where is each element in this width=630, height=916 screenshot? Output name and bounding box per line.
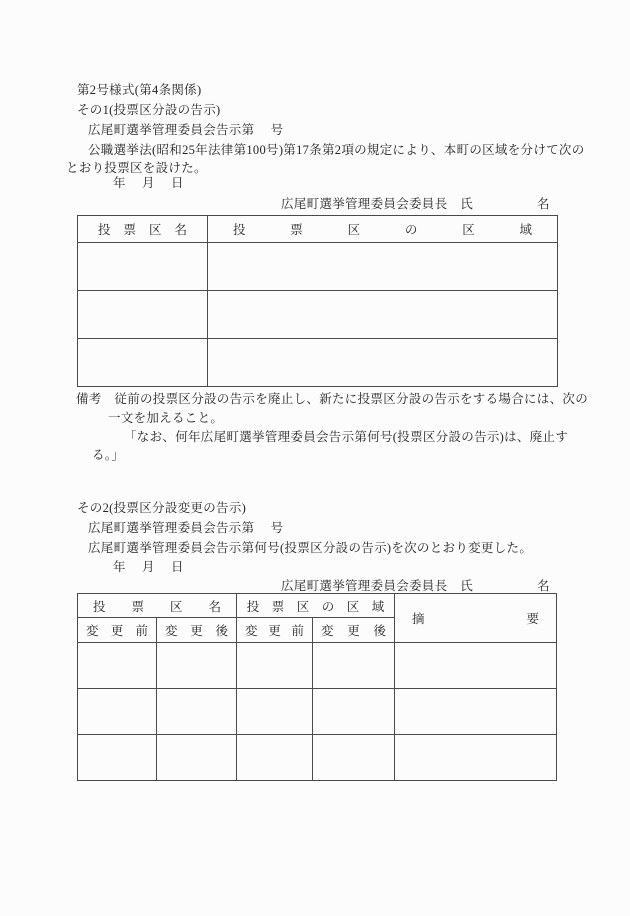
district-name-cell xyxy=(78,291,208,339)
column-header-remarks xyxy=(395,594,557,643)
district-name-cell xyxy=(78,243,208,291)
section1-title: その1(投票区分設の告示) xyxy=(77,103,221,117)
remarks-cell xyxy=(395,643,557,689)
subheader-before-change-label: 変 更 前 xyxy=(245,624,304,638)
area-before-cell xyxy=(237,689,313,735)
name-after-cell xyxy=(157,689,237,735)
table-row xyxy=(78,643,557,689)
section2-title: その2(投票区分設変更の告示) xyxy=(77,501,247,515)
area-after-cell xyxy=(313,689,395,735)
voting-district-table xyxy=(77,215,558,387)
table-header-row xyxy=(78,216,558,243)
name-before-cell xyxy=(78,735,157,781)
group-header-district-area: 投 票 区 の 区 域 xyxy=(237,594,395,618)
column-header-district-area xyxy=(208,216,558,243)
table-row xyxy=(78,339,558,387)
name-before-cell xyxy=(78,643,157,689)
remarks-line-2: 一文を加えること。 xyxy=(108,411,224,425)
table-row xyxy=(78,735,557,781)
section2-change-text-line: 広尾町選挙管理委員会告示第何号(投票区分設の告示)を次のとおり変更した。 xyxy=(88,541,533,555)
section2-notice-number-line: 広尾町選挙管理委員会告示第 号 xyxy=(88,521,284,535)
group-header-district-name-label: 投 票 区 名 xyxy=(93,599,221,614)
district-area-cell xyxy=(208,291,558,339)
remarks-line-1: 備考 従前の投票区分設の告示を廃止し、新たに投票区分設の告示をする場合には、次の xyxy=(76,392,589,406)
remarks-cell xyxy=(395,735,557,781)
subheader-before-change xyxy=(78,618,157,643)
subheader-after-change xyxy=(313,618,395,643)
subheader-after-change-label: 変 更 後 xyxy=(321,624,386,638)
section1-signer-line: 広尾町選挙管理委員会委員長 氏 名 xyxy=(281,197,550,211)
district-area-cell xyxy=(208,339,558,387)
name-before-cell xyxy=(78,689,157,735)
section2-date-line: 年 月 日 xyxy=(113,560,184,574)
column-header-district-name-label: 投 票 区 名 xyxy=(98,223,187,237)
column-header-remarks-label: 摘 要 xyxy=(412,612,539,626)
table-row xyxy=(78,291,558,339)
name-after-cell xyxy=(157,735,237,781)
district-name-cell xyxy=(78,339,208,387)
name-after-cell xyxy=(157,643,237,689)
subheader-before-change xyxy=(237,618,313,643)
form-number-line: 第2号様式(第4条関係) xyxy=(77,83,202,97)
column-header-district-area-label: 投 票 区 の 区 域 xyxy=(233,223,532,237)
area-after-cell xyxy=(313,735,395,781)
table-header-row xyxy=(78,594,557,618)
district-area-cell xyxy=(208,243,558,291)
subheader-after-change-label: 変 更 後 xyxy=(165,624,228,638)
section1-date-line: 年 月 日 xyxy=(113,176,184,190)
subheader-after-change xyxy=(157,618,237,643)
remarks-line-4: る。」 xyxy=(92,448,125,462)
section1-notice-number-line: 広尾町選挙管理委員会告示第 号 xyxy=(88,123,284,137)
district-change-table xyxy=(77,593,557,781)
section2-signer-line: 広尾町選挙管理委員会委員長 氏 名 xyxy=(281,579,550,593)
area-after-cell xyxy=(313,643,395,689)
table-row xyxy=(78,689,557,735)
area-before-cell xyxy=(237,735,313,781)
section1-law-text-continuation: とおり投票区を設けた。 xyxy=(66,161,207,175)
group-header-district-name xyxy=(78,594,237,618)
table-row xyxy=(78,243,558,291)
remarks-cell xyxy=(395,689,557,735)
column-header-district-name xyxy=(78,216,208,243)
area-before-cell xyxy=(237,643,313,689)
section1-law-text-line: 公職選挙法(昭和25年法律第100号)第17条第2項の規定により、本町の区域を分けて次の xyxy=(88,143,585,157)
subheader-before-change-label: 変 更 前 xyxy=(86,624,148,638)
remarks-line-3: 「なお、何年広尾町選挙管理委員会告示第何号(投票区分設の告示)は、廃止す xyxy=(124,430,569,444)
